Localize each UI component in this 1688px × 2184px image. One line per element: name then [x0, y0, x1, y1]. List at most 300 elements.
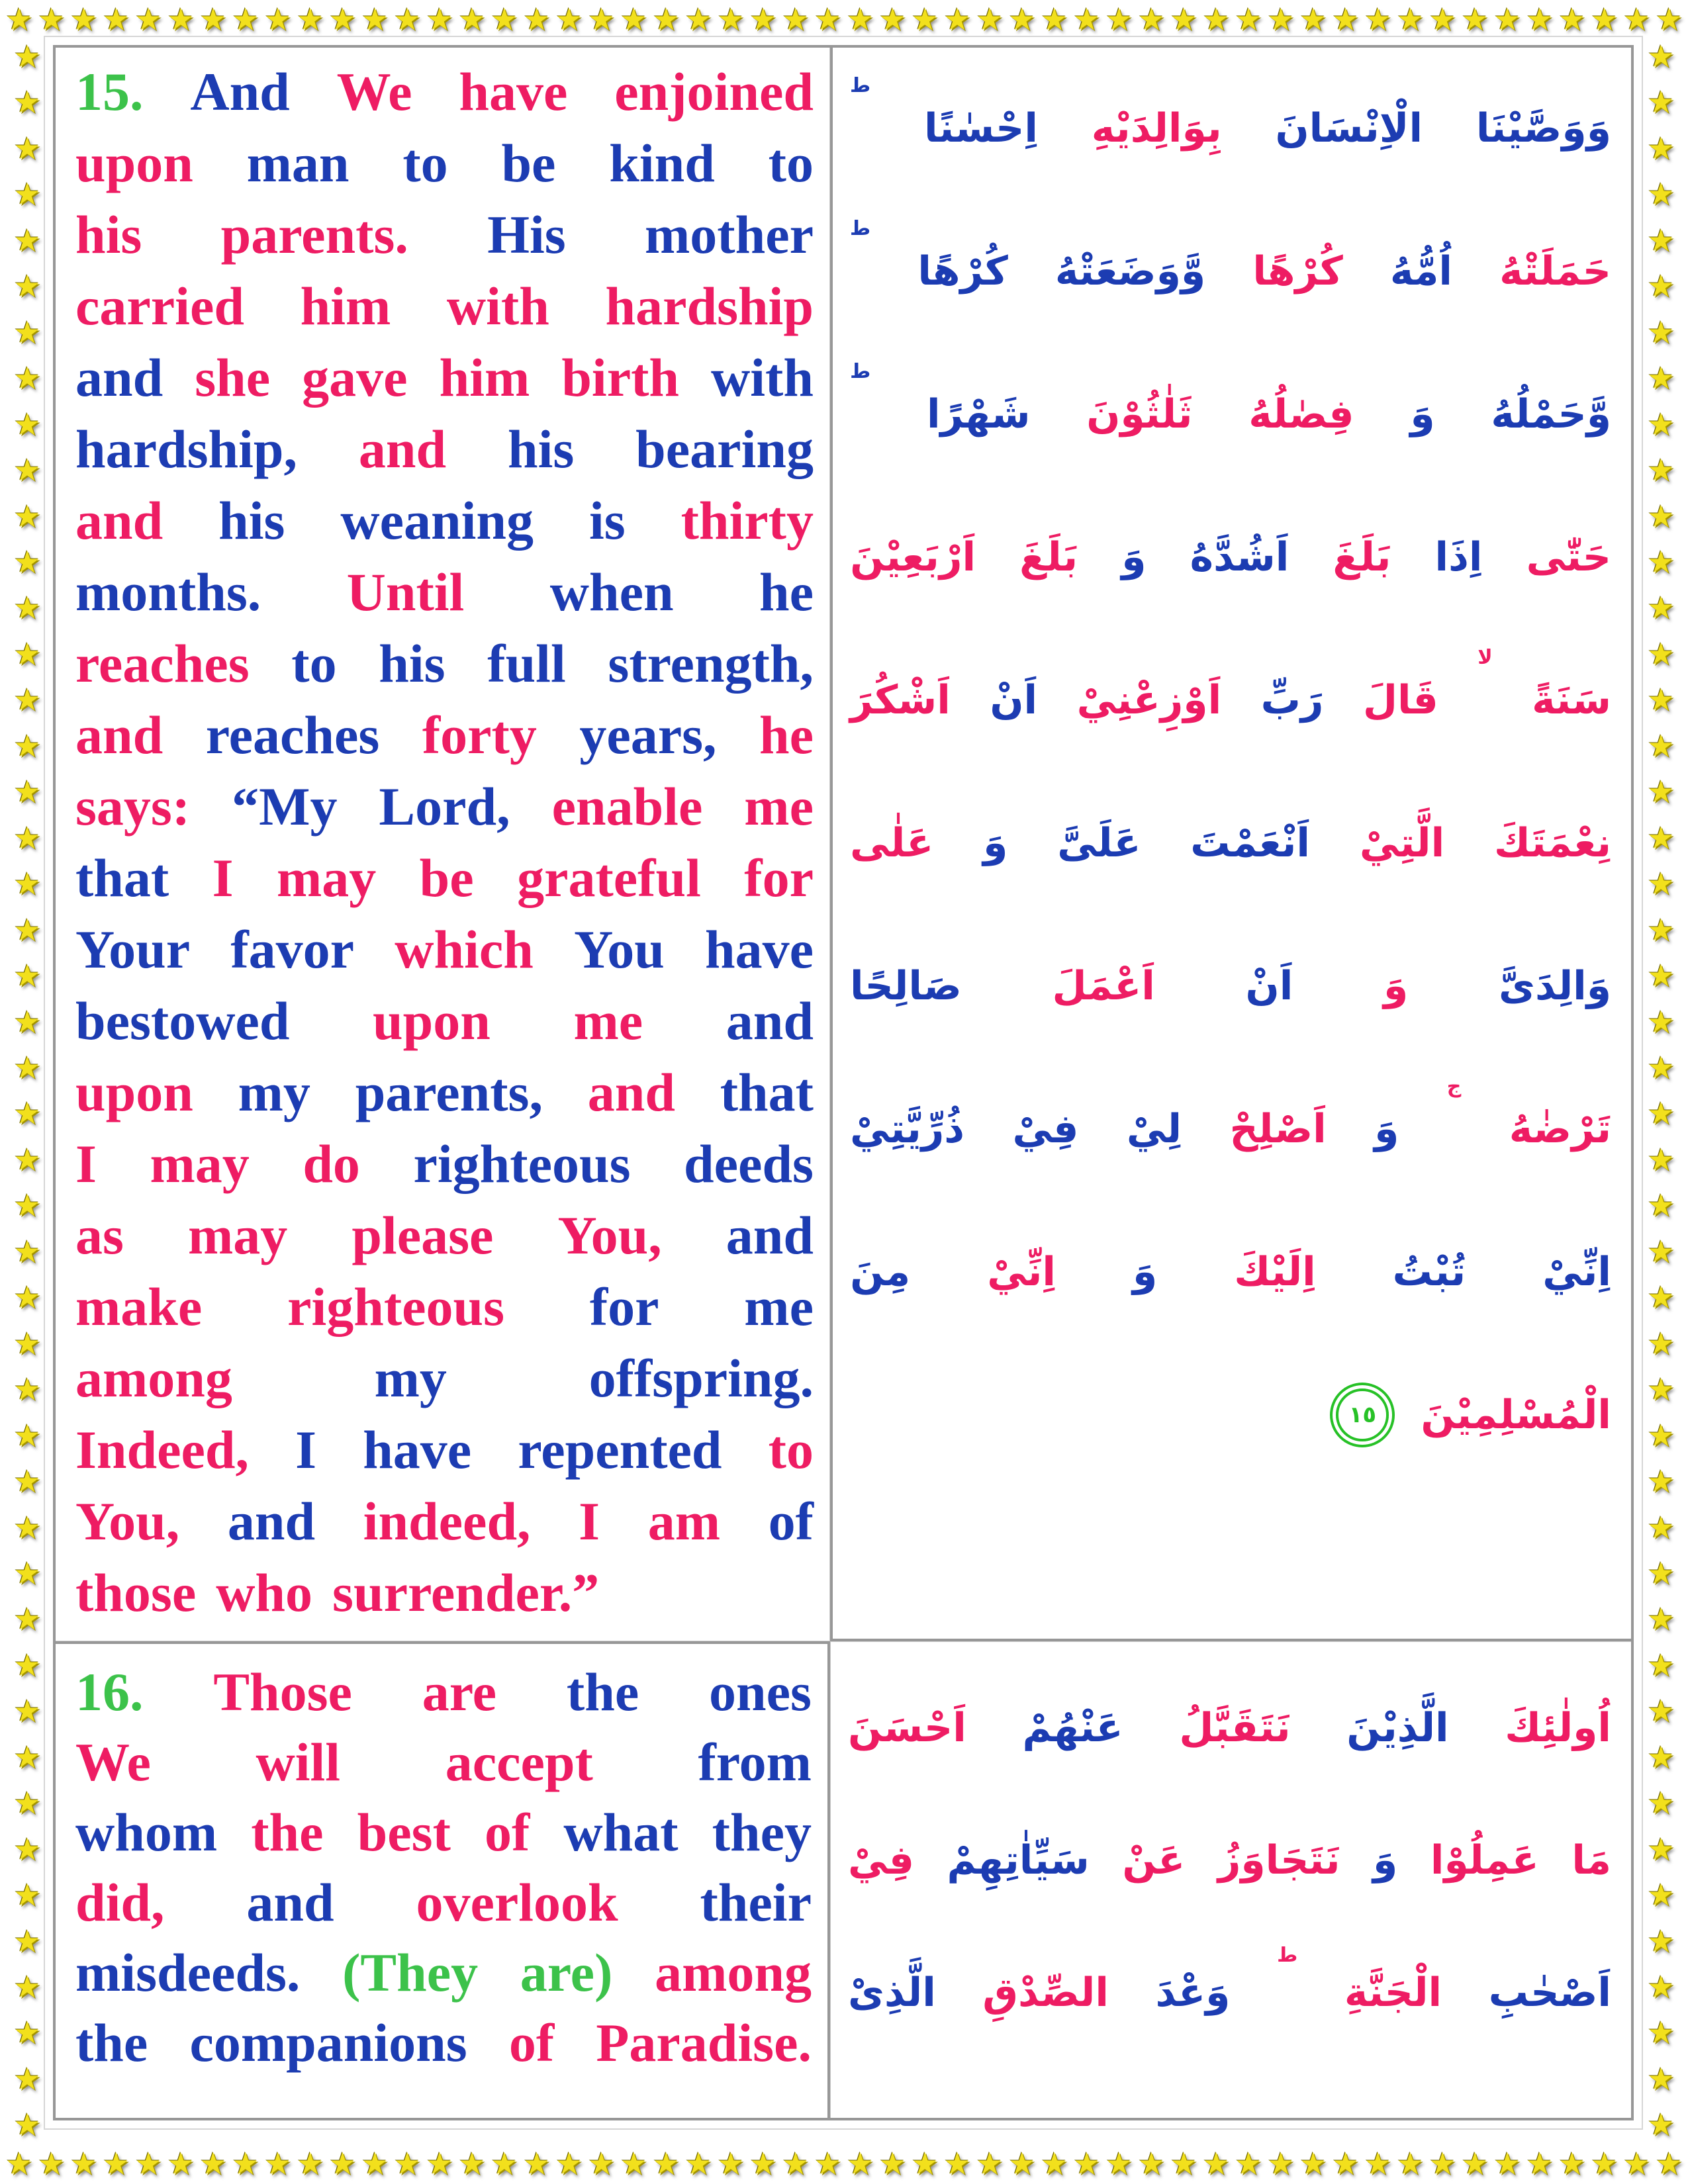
- star-icon: ★: [1647, 38, 1675, 74]
- word: parents.: [220, 205, 408, 265]
- star-icon: ★: [13, 130, 41, 166]
- star-icon: ★: [13, 1877, 41, 1913]
- star-icon: ★: [1647, 1417, 1675, 1453]
- star-icon: ★: [361, 2146, 389, 2181]
- word: and: [75, 705, 164, 765]
- star-icon: ★: [458, 1, 486, 37]
- word: and: [726, 1205, 814, 1265]
- word: وَ: [983, 820, 1008, 866]
- word: the: [251, 1802, 324, 1862]
- word: تَرْضٰهُ: [1509, 1106, 1611, 1152]
- star-icon: ★: [13, 1371, 41, 1408]
- star-icon: ★: [1041, 1, 1068, 37]
- star-icon: ★: [523, 2146, 551, 2181]
- word: وَالِدَىَّ: [1498, 963, 1611, 1009]
- word: repented: [518, 1420, 722, 1480]
- word: تُبْتُ: [1392, 1249, 1466, 1295]
- star-border-right: [1642, 38, 1680, 2143]
- english-line: [75, 1562, 814, 1633]
- word: وَ: [1383, 963, 1409, 1009]
- star-icon: ★: [846, 1, 874, 37]
- star-icon: ★: [1647, 590, 1675, 626]
- star-icon: ★: [782, 1, 810, 37]
- star-icon: ★: [13, 1003, 41, 1040]
- arabic-line: [850, 1343, 1611, 1486]
- verse-16-arabic-cell: [830, 1641, 1631, 2118]
- word: accept: [445, 1732, 593, 1792]
- star-icon: ★: [296, 2146, 324, 2181]
- star-icon: ★: [134, 1, 162, 37]
- word: those: [75, 1563, 197, 1623]
- word: (They: [342, 1942, 479, 2003]
- word: الَّذِىْ: [848, 1970, 936, 2016]
- word: me: [744, 776, 814, 837]
- star-icon: ★: [393, 1, 421, 37]
- word: لِيْ: [1126, 1106, 1182, 1152]
- star-icon: ★: [1622, 2146, 1650, 2181]
- word: اِلَيْكَ: [1234, 1249, 1316, 1295]
- star-icon: ★: [1331, 2146, 1360, 2181]
- word: وَ: [1121, 534, 1147, 580]
- star-icon: ★: [1647, 130, 1675, 166]
- star-icon: ★: [13, 590, 41, 626]
- word: and: [227, 1491, 316, 1551]
- star-icon: ★: [13, 1693, 41, 1729]
- word: الَّذِيْنَ: [1346, 1705, 1449, 1751]
- star-icon: ★: [13, 1463, 41, 1500]
- star-icon: ★: [749, 1, 777, 37]
- star-icon: ★: [102, 1, 130, 37]
- star-icon: ★: [1267, 1, 1295, 37]
- english-line: [75, 704, 814, 776]
- star-icon: ★: [13, 1509, 41, 1545]
- word: and: [587, 1062, 675, 1122]
- word: مِنَ: [850, 1249, 911, 1295]
- word: are: [422, 1662, 497, 1722]
- star-icon: ★: [1647, 1463, 1675, 1500]
- star-icon: ★: [1647, 819, 1675, 856]
- word: what: [563, 1802, 679, 1862]
- star-icon: ★: [1647, 268, 1675, 304]
- star-icon: ★: [167, 1, 195, 37]
- arabic-line: [848, 1794, 1611, 1927]
- star-icon: ★: [13, 1831, 41, 1867]
- word: His: [487, 205, 566, 265]
- star-icon: ★: [1647, 1969, 1675, 2005]
- word: that: [75, 848, 169, 908]
- word: and: [726, 991, 814, 1051]
- star-icon: ★: [523, 1, 551, 37]
- star-icon: ★: [5, 1, 33, 37]
- word: gave: [302, 347, 408, 408]
- word: his: [218, 490, 285, 551]
- star-icon: ★: [13, 1647, 41, 1683]
- star-icon: ★: [1647, 1371, 1675, 1408]
- word: ثَلٰثُوْنَ: [1086, 391, 1193, 437]
- star-icon: ★: [1647, 2107, 1675, 2143]
- word: رَبِّ: [1260, 677, 1324, 723]
- star-icon: ★: [1647, 1877, 1675, 1913]
- word: grateful: [517, 848, 701, 908]
- star-icon: ★: [878, 1, 906, 37]
- star-icon: ★: [1647, 958, 1675, 994]
- star-border-top: [0, 1, 1688, 37]
- star-icon: ★: [491, 1, 518, 37]
- star-border-bottom: [0, 2148, 1688, 2179]
- word: among: [75, 1348, 232, 1408]
- star-icon: ★: [1647, 682, 1675, 718]
- word: بِوَالِدَيْهِ: [1091, 105, 1222, 152]
- star-icon: ★: [13, 774, 41, 810]
- star-icon: ★: [199, 1, 227, 37]
- star-icon: ★: [1647, 1141, 1675, 1177]
- word: and: [75, 490, 164, 551]
- word: favor: [230, 919, 355, 979]
- word: وَ: [1132, 1249, 1158, 1295]
- star-icon: ★: [1655, 1, 1683, 37]
- star-icon: ★: [1364, 2146, 1391, 2181]
- english-line: [75, 1490, 814, 1562]
- word: اَحْسَنَ: [848, 1705, 966, 1751]
- pause-mark: ط: [850, 360, 871, 383]
- star-icon: ★: [943, 2146, 971, 2181]
- word: thirty: [680, 490, 814, 551]
- star-icon: ★: [1647, 911, 1675, 948]
- star-icon: ★: [1647, 176, 1675, 212]
- star-icon: ★: [652, 1, 680, 37]
- word: he: [759, 562, 814, 622]
- star-icon: ★: [1647, 1785, 1675, 1821]
- word: 15.: [75, 62, 144, 122]
- page-frame: [53, 45, 1634, 2120]
- english-line: [75, 61, 814, 132]
- arabic-line: [850, 200, 1611, 343]
- star-icon: ★: [782, 2146, 810, 2181]
- english-line: [75, 1942, 812, 2012]
- word: and: [358, 419, 447, 479]
- star-icon: ★: [1647, 360, 1675, 396]
- word: whom: [75, 1802, 218, 1862]
- pause-mark: ط: [850, 217, 871, 240]
- word: اَنْعَمْتَ: [1190, 820, 1310, 866]
- verse-16-english-cell: [56, 1641, 830, 2118]
- arabic-line: [850, 629, 1611, 772]
- word: Lord,: [379, 776, 510, 837]
- star-icon: ★: [1299, 2146, 1327, 2181]
- star-icon: ★: [878, 2146, 906, 2181]
- word: for: [744, 848, 814, 908]
- word: You: [574, 919, 665, 979]
- word: اَصْلِحْ: [1229, 1106, 1327, 1152]
- word: me: [573, 991, 643, 1051]
- word: the: [566, 1662, 639, 1722]
- star-icon: ★: [1429, 1, 1456, 37]
- english-line: [75, 1872, 812, 1942]
- word: مَا: [1571, 1837, 1611, 1884]
- english-line: [75, 1661, 812, 1731]
- star-icon: ★: [13, 911, 41, 948]
- english-line: [75, 2012, 812, 2082]
- english-line: [75, 561, 814, 633]
- word: بَلَغَ: [1333, 534, 1391, 580]
- verse-15-english-cell: [56, 48, 830, 1641]
- star-icon: ★: [70, 1, 97, 37]
- word: may: [187, 1205, 288, 1265]
- arabic-line: [850, 486, 1611, 629]
- star-icon: ★: [1105, 1, 1133, 37]
- star-border-left: [8, 38, 46, 2143]
- star-icon: ★: [13, 1601, 41, 1637]
- star-icon: ★: [1267, 2146, 1295, 2181]
- pause-mark: ط: [1277, 1944, 1298, 1967]
- star-icon: ★: [134, 2146, 162, 2181]
- word: bestowed: [75, 991, 290, 1051]
- word: وَّوَضَعَتْهُ: [1055, 248, 1206, 295]
- word: kind: [609, 133, 715, 193]
- star-icon: ★: [1493, 1, 1521, 37]
- star-icon: ★: [13, 360, 41, 396]
- word: my: [374, 1348, 447, 1408]
- arabic-line: [848, 1662, 1611, 1794]
- word: best: [357, 1802, 451, 1862]
- star-icon: ★: [1396, 2146, 1424, 2181]
- word: make: [75, 1277, 203, 1337]
- word: كُرْهًا: [1252, 248, 1343, 295]
- star-icon: ★: [328, 1, 356, 37]
- word: with: [446, 276, 549, 336]
- pause-mark: لا: [1477, 646, 1493, 669]
- word: 16.: [75, 1662, 144, 1722]
- word: their: [700, 1872, 812, 1933]
- star-icon: ★: [393, 2146, 421, 2181]
- star-icon: ★: [13, 543, 41, 580]
- word: to: [402, 133, 448, 193]
- word: my: [238, 1062, 310, 1122]
- star-icon: ★: [1647, 1555, 1675, 1591]
- star-icon: ★: [1647, 222, 1675, 258]
- verse-end-medallion: ١٥: [1336, 1388, 1389, 1441]
- word: his: [379, 633, 445, 694]
- star-icon: ★: [328, 2146, 356, 2181]
- word: شَهْرًا: [926, 391, 1031, 437]
- star-icon: ★: [1647, 452, 1675, 488]
- star-icon: ★: [458, 2146, 486, 2181]
- star-icon: ★: [555, 2146, 583, 2181]
- star-icon: ★: [1590, 2146, 1618, 2181]
- english-line: [75, 490, 814, 561]
- star-icon: ★: [1170, 2146, 1197, 2181]
- star-icon: ★: [976, 2146, 1004, 2181]
- word: him: [300, 276, 391, 336]
- word: may: [150, 1134, 250, 1194]
- star-icon: ★: [13, 176, 41, 212]
- star-icon: ★: [911, 2146, 939, 2181]
- star-icon: ★: [13, 1969, 41, 2005]
- word: اَرْبَعِيْنَ: [850, 534, 976, 580]
- word: surrender.”: [332, 1563, 600, 1623]
- english-line: [75, 347, 814, 418]
- star-icon: ★: [264, 2146, 292, 2181]
- star-icon: ★: [1647, 498, 1675, 534]
- word: man: [246, 133, 350, 193]
- star-icon: ★: [976, 1, 1004, 37]
- word: I: [75, 1134, 97, 1194]
- english-line: [75, 1801, 812, 1872]
- word: We: [336, 62, 412, 122]
- word: be: [419, 848, 474, 908]
- word: of: [485, 1802, 530, 1862]
- star-icon: ★: [1647, 1187, 1675, 1224]
- word: اِذَا: [1434, 534, 1483, 580]
- star-icon: ★: [652, 2146, 680, 2181]
- star-icon: ★: [1461, 2146, 1489, 2181]
- word: فِيْ: [1012, 1106, 1079, 1152]
- word: حَمَلَتْهُ: [1499, 248, 1611, 295]
- word: bearing: [635, 419, 814, 479]
- word: الْمُسْلِمِيْنَ: [1421, 1392, 1611, 1438]
- english-line: [75, 1205, 814, 1276]
- star-icon: ★: [814, 2146, 842, 2181]
- english-line: [75, 633, 814, 704]
- star-icon: ★: [167, 2146, 195, 2181]
- star-icon: ★: [1526, 2146, 1554, 2181]
- star-icon: ★: [13, 1739, 41, 1775]
- star-icon: ★: [13, 222, 41, 258]
- star-icon: ★: [13, 2107, 41, 2143]
- star-icon: ★: [1647, 635, 1675, 672]
- word: for: [589, 1277, 659, 1337]
- star-icon: ★: [1331, 1, 1360, 37]
- star-icon: ★: [13, 1325, 41, 1361]
- star-icon: ★: [1647, 1049, 1675, 1085]
- word: who: [216, 1563, 313, 1623]
- star-icon: ★: [1072, 2146, 1101, 2181]
- word: hardship: [605, 276, 814, 336]
- word: الصِّدْقِ: [982, 1970, 1109, 2016]
- word: عَنْ: [1122, 1837, 1186, 1884]
- word: اِحْسٰنًا: [924, 105, 1038, 152]
- star-icon: ★: [13, 2060, 41, 2097]
- english-line: [75, 1062, 814, 1133]
- english-line: [75, 418, 814, 490]
- word: اُمُّهُ: [1389, 248, 1452, 295]
- star-icon: ★: [296, 1, 324, 37]
- star-icon: ★: [1364, 1, 1391, 37]
- star-icon: ★: [13, 682, 41, 718]
- star-icon: ★: [684, 2146, 712, 2181]
- star-icon: ★: [13, 268, 41, 304]
- star-icon: ★: [911, 1, 939, 37]
- english-line: [75, 776, 814, 847]
- word: upon: [75, 133, 193, 193]
- word: the: [75, 2013, 148, 2073]
- word: فِصٰلُهُ: [1248, 391, 1354, 437]
- star-icon: ★: [13, 1095, 41, 1132]
- star-icon: ★: [13, 1785, 41, 1821]
- word: upon: [373, 991, 491, 1051]
- word: عَلَىَّ: [1057, 820, 1141, 866]
- english-line: [75, 132, 814, 204]
- star-icon: ★: [1008, 2146, 1036, 2181]
- star-icon: ★: [1299, 1, 1327, 37]
- arabic-line: [850, 343, 1611, 486]
- star-icon: ★: [1526, 1, 1554, 37]
- word: to: [291, 633, 337, 694]
- word: me: [744, 1277, 814, 1337]
- word: ذُرِّيَّتِيْ: [850, 1106, 965, 1152]
- star-icon: ★: [70, 2146, 97, 2181]
- word: I: [212, 848, 234, 908]
- word: among: [655, 1942, 812, 2003]
- word: may: [276, 848, 377, 908]
- word: have: [363, 1420, 472, 1480]
- word: will: [256, 1732, 341, 1792]
- word: do: [303, 1134, 360, 1194]
- star-icon: ★: [1170, 1, 1197, 37]
- star-icon: ★: [13, 84, 41, 120]
- star-icon: ★: [1105, 2146, 1133, 2181]
- word: And: [190, 62, 290, 122]
- star-icon: ★: [13, 1923, 41, 1959]
- english-line: [75, 275, 814, 347]
- star-icon: ★: [232, 2146, 259, 2181]
- word: when: [549, 562, 674, 622]
- star-icon: ★: [13, 498, 41, 534]
- star-icon: ★: [1235, 2146, 1262, 2181]
- word: righteous: [287, 1277, 505, 1337]
- word: عَلٰى: [850, 820, 934, 866]
- star-icon: ★: [555, 1, 583, 37]
- star-icon: ★: [1647, 1509, 1675, 1545]
- word: بَلَغَ: [1019, 534, 1078, 580]
- word: وَوَصَّيْنَا: [1476, 105, 1611, 152]
- word: وَ: [1373, 1837, 1398, 1884]
- star-icon: ★: [1647, 2060, 1675, 2097]
- star-icon: ★: [1647, 2015, 1675, 2051]
- star-icon: ★: [13, 38, 41, 74]
- star-icon: ★: [13, 635, 41, 672]
- star-icon: ★: [1396, 1, 1424, 37]
- word: enjoined: [614, 62, 814, 122]
- star-icon: ★: [1647, 1647, 1675, 1683]
- word: strength,: [608, 633, 814, 694]
- star-icon: ★: [1235, 1, 1262, 37]
- star-icon: ★: [814, 1, 842, 37]
- star-icon: ★: [1590, 1, 1618, 37]
- word: from: [698, 1732, 812, 1792]
- star-icon: ★: [620, 2146, 647, 2181]
- star-icon: ★: [13, 1555, 41, 1591]
- star-icon: ★: [717, 1, 745, 37]
- word: indeed,: [363, 1491, 531, 1551]
- star-icon: ★: [13, 819, 41, 856]
- word: upon: [75, 1062, 193, 1122]
- arabic-line: [850, 915, 1611, 1058]
- star-icon: ★: [1558, 2146, 1586, 2181]
- arabic-line: [850, 57, 1611, 200]
- word: she: [195, 347, 271, 408]
- word: misdeeds.: [75, 1942, 301, 2003]
- star-icon: ★: [1647, 1279, 1675, 1316]
- word: نِعْمَتَكَ: [1494, 820, 1611, 866]
- star-icon: ★: [426, 1, 453, 37]
- word: him: [439, 347, 530, 408]
- word: عَمِلُوْا: [1430, 1837, 1539, 1884]
- word: he: [759, 705, 814, 765]
- star-icon: ★: [13, 727, 41, 764]
- word: overlook: [416, 1872, 618, 1933]
- word: have: [705, 919, 814, 979]
